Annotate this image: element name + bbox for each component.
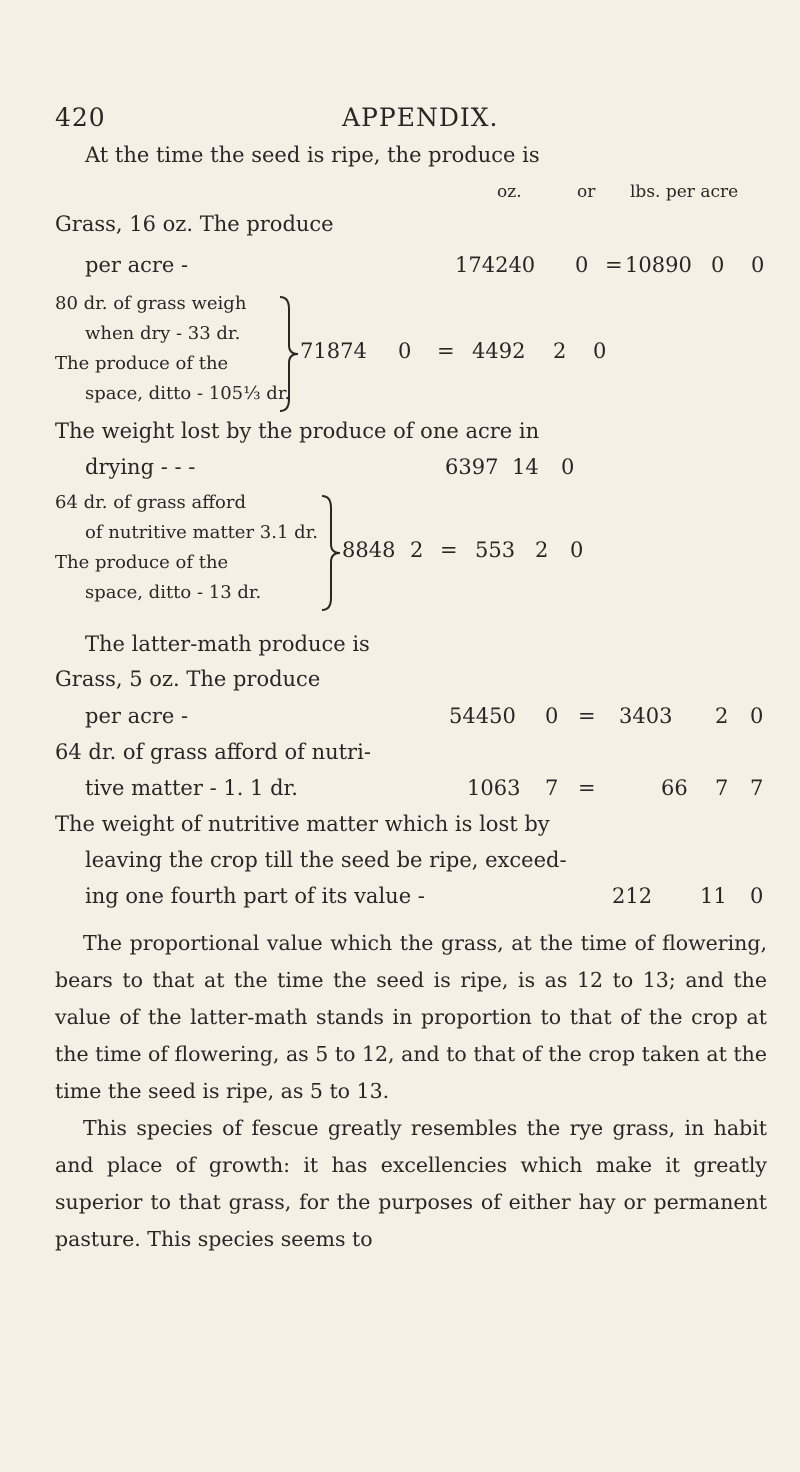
row-4-line-2: per acre - bbox=[85, 704, 189, 728]
row-5-oz: 1063 bbox=[467, 776, 521, 800]
row-3-line-1: of nutritive matter 3.1 dr. bbox=[85, 522, 318, 543]
row-1-q: 2 bbox=[553, 339, 567, 363]
row-4-dr: 0 bbox=[545, 704, 559, 728]
row-2-lbs: 6397 bbox=[445, 455, 499, 479]
row-6-q: 11 bbox=[700, 884, 727, 908]
row-0-eq: = bbox=[605, 253, 623, 277]
row-6-p: 0 bbox=[750, 884, 764, 908]
brace-row-3 bbox=[318, 494, 344, 612]
row-0-line-0: Grass, 16 oz. The produce bbox=[55, 212, 334, 236]
row-3-p: 0 bbox=[570, 538, 584, 562]
row-1-line-2: The produce of the bbox=[55, 353, 229, 374]
row-2-line-1: drying - - - bbox=[85, 455, 196, 479]
row-5-lbs: 66 bbox=[661, 776, 688, 800]
row-0-line-1: per acre - bbox=[85, 253, 189, 277]
page-number: 420 bbox=[55, 103, 106, 132]
row-3-line-0: 64 dr. of grass afford bbox=[55, 492, 246, 513]
row-0-oz: 174240 bbox=[455, 253, 536, 277]
row-5-line-1: tive matter - 1. 1 dr. bbox=[85, 776, 298, 800]
row-5-dr: 7 bbox=[545, 776, 559, 800]
paragraph: This species of fescue greatly resembles the rye grass, in habit and place of growth: it has excellencies which make it greatly superior to that grass, for the purposes of either hay or permanent pasture. This species seems to bbox=[55, 1116, 767, 1251]
row-1-line-1: when dry - 33 dr. bbox=[85, 323, 241, 344]
body-text bbox=[55, 925, 767, 1258]
col-oz: oz. bbox=[497, 182, 522, 202]
row-4-oz: 54450 bbox=[449, 704, 516, 728]
row-6-line-0: The weight of nutritive matter which is lost by bbox=[55, 812, 550, 836]
intro-line: At the time the seed is ripe, the produce is bbox=[85, 143, 540, 167]
paragraph: The proportional value which the grass, at the time of flowering, bears to that at the time the seed is ripe, is as 12 to 13; and the value of the latter-math stands in proportion to that of the crop at the time of flowering, as 5 to 12, and to that of the crop taken at the time the seed is ripe, as 5 to 13. bbox=[55, 931, 767, 1103]
row-2-q: 14 bbox=[512, 455, 539, 479]
row-6-line-1: leaving the crop till the seed be ripe, exceed- bbox=[85, 848, 567, 872]
row-5-q: 7 bbox=[715, 776, 729, 800]
row-3-line-2: The produce of the bbox=[55, 552, 229, 573]
row-4-lbs: 3403 bbox=[619, 704, 673, 728]
row-3-line-3: space, ditto - 13 dr. bbox=[85, 582, 262, 603]
row-2-line-0: The weight lost by the produce of one acre in bbox=[55, 419, 540, 443]
row-3-dr: 2 bbox=[410, 538, 424, 562]
brace-row-1 bbox=[276, 295, 302, 413]
row-4-line-1: Grass, 5 oz. The produce bbox=[55, 667, 321, 691]
row-4-p: 0 bbox=[750, 704, 764, 728]
col-or: or bbox=[577, 182, 596, 202]
row-3-oz: 8848 bbox=[342, 538, 396, 562]
row-6-lbs: 212 bbox=[612, 884, 653, 908]
row-2-p: 0 bbox=[561, 455, 575, 479]
row-6-line-2: ing one fourth part of its value - bbox=[85, 884, 425, 908]
running-title: APPENDIX. bbox=[342, 103, 499, 132]
row-1-eq: = bbox=[437, 339, 455, 363]
row-3-eq: = bbox=[440, 538, 458, 562]
row-0-lbs: 10890 bbox=[625, 253, 692, 277]
row-0-dr: 0 bbox=[575, 253, 589, 277]
row-1-dr: 0 bbox=[398, 339, 412, 363]
row-5-line-0: 64 dr. of grass afford of nutri- bbox=[55, 740, 371, 764]
col-lbs: lbs. per acre bbox=[630, 182, 739, 202]
row-4-q: 2 bbox=[715, 704, 729, 728]
row-5-eq: = bbox=[578, 776, 596, 800]
row-3-lbs: 553 bbox=[475, 538, 516, 562]
row-4-line-0: The latter-math produce is bbox=[85, 632, 370, 656]
row-1-line-0: 80 dr. of grass weigh bbox=[55, 293, 247, 314]
row-1-line-3: space, ditto - 105⅓ dr. bbox=[85, 383, 291, 404]
row-1-oz: 71874 bbox=[300, 339, 367, 363]
row-0-p: 0 bbox=[751, 253, 765, 277]
row-0-q: 0 bbox=[711, 253, 725, 277]
row-4-eq: = bbox=[578, 704, 596, 728]
row-3-q: 2 bbox=[535, 538, 549, 562]
row-1-p: 0 bbox=[593, 339, 607, 363]
row-5-p: 7 bbox=[750, 776, 764, 800]
row-1-lbs: 4492 bbox=[472, 339, 526, 363]
